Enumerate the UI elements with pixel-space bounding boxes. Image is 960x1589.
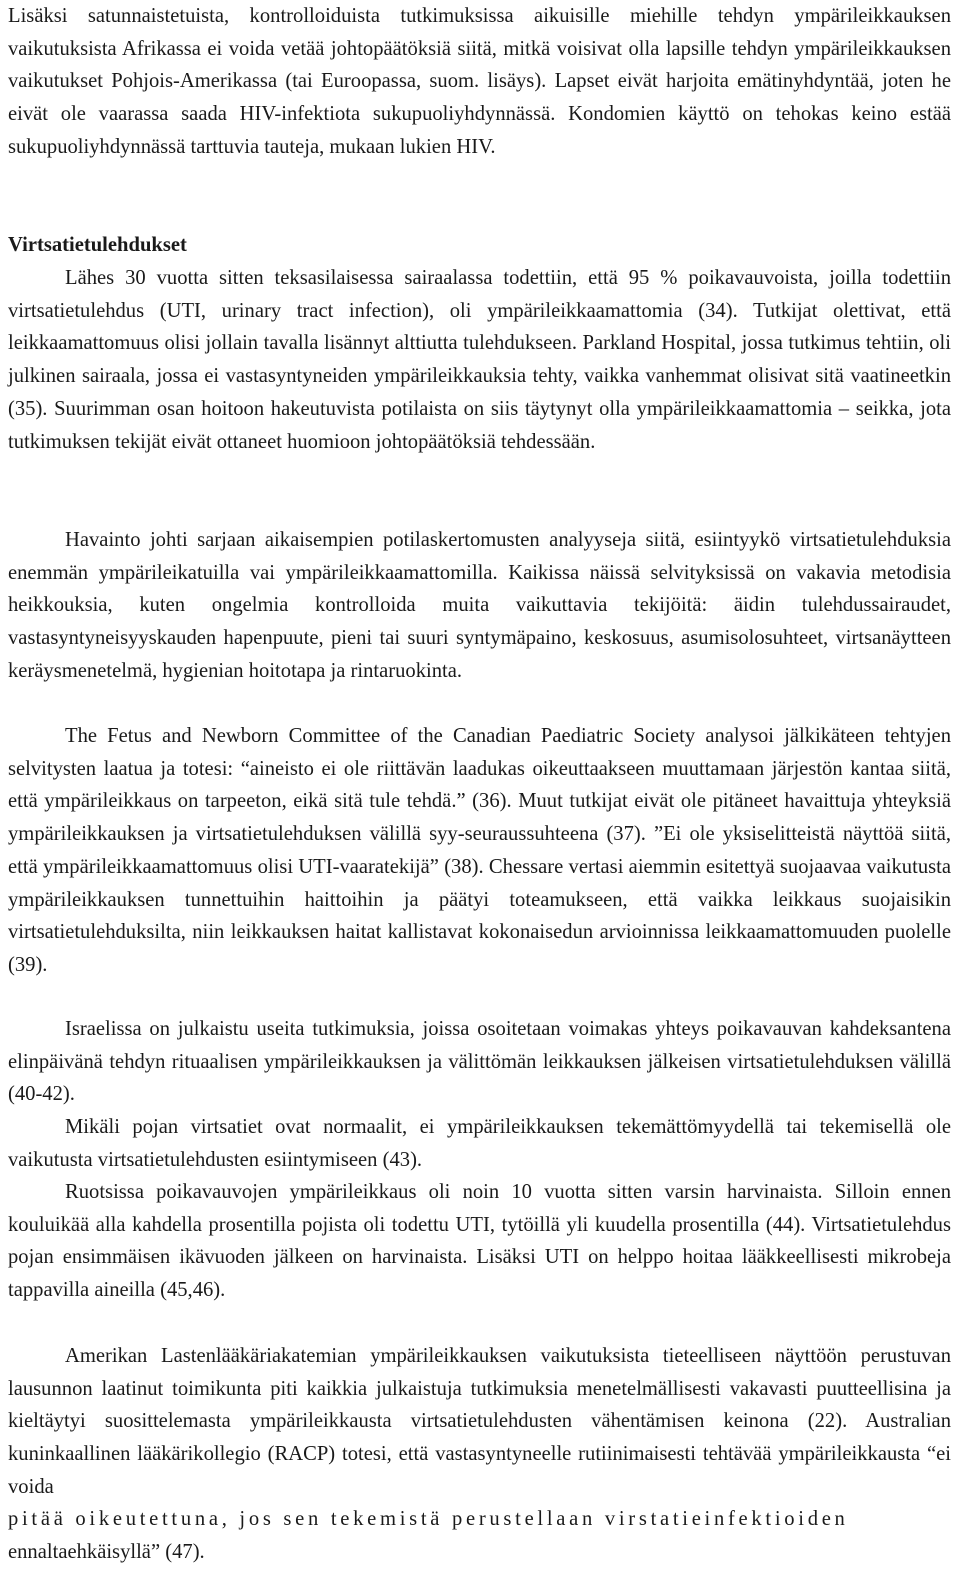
paragraph-sweden: Ruotsissa poikavauvojen ympärileikkaus oli noin 10 vuotta sitten varsin harvinaista. Silloin ennen kouluikää alla kahdella prosentilla pojista oli todettu UTI, tytöillä yli kuudella prosentilla (44). Virtsatietulehdus pojan ensimmäisen ikävuoden jälkeen on harvinaista. Lisäksi UTI on helppo hoitaa lääkkeellisesti mikrobeja tappavilla aineilla (45,46).: [8, 1181, 951, 1302]
paragraph-analyses: Havainto johti sarjaan aikaisempien potilaskertomusten analyyseja siitä, esiintyykö virtsatietulehduksia enemmän ympärileikatuilla vai ympärileikkaamattomilla. Kaikissa näissä selvityksissä on vakavia metodisia heikkouksia, kuten ongelmia kontrolloida muita vaikuttavia tekijöitä: äidin tulehdussairaudet, vastasyntyneisyyskauden hapenpuute, pieni tai suuri syntymäpaino, keskosuus, asumisolosuhteet, virtsanäytteen keräysmenetelmä, hygienian hoitotapa ja rintaruokinta.: [8, 529, 951, 682]
spaced-line: pitää oikeutettuna, jos sen tekemistä perustellaan virstatieinfektioiden: [8, 1508, 849, 1530]
section-heading: Virtsatietulehdukset: [8, 234, 187, 256]
paragraph-cps: The Fetus and Newborn Committee of the Canadian Paediatric Society analysoi jälkikäteen tehtyjen selvitysten laatua ja totesi: “aineisto ei ole riittävän laadukas oikeuttaakseen muuttamaan järjestön kantaa siitä, että ympärileikkaus on tarpeeton, eikä sitä tule tehdä.” (36). Muut tutkijat eivät ole pitäneet havaittuja yhteyksiä ympärileikkauksen ja virtsatietulehduksen välillä syy-seuraussuhteena (37). ”Ei ole yksiselitteistä näyttöä siitä, että ympärileikkaamattomuus olisi UTI-vaaratekijä” (38). Chessare vertasi aiemmin esitettyä suojaavaa vaikutusta ympärileikkauksen tunnettuihin haittoihin ja päätyi toteamukseen, että vaikka leikkaus suojaisikin virtsatietulehduksilta, niin leikkauksen haitat kallistavat kokonaisedun arvioinnissa leikkaamattomuuden puolelle (39).: [8, 725, 951, 976]
paragraph-aap-racp: Amerikan Lastenlääkäriakatemian ympärileikkauksen vaikutuksista tieteelliseen näyttöön perustuvan lausunnon laatinut toimikunta piti kaikkia julkaistuja tutkimuksia menetelmällisesti vakavasti puutteellisina ja kieltäytyi suosittelemasta ympärileikkausta virtsatietulehdusten vähentämisen keinona (22). Australian kuninkaallinen lääkärikollegio (RACP) totesi, että vastasyntyneelle rutiinimaisesti tehtävää ympärileikkausta “ei voida: [8, 1345, 951, 1498]
paragraph-uti-study: Lähes 30 vuotta sitten teksasilaisessa sairaalassa todettiin, että 95 % poikavauvoista, joilla todettiin virtsatietulehdus (UTI, urinary tract infection), oli ympärileikkaamattomia (34). Tutkijat olettivat, että leikkaamattomuus olisi jollain tavalla lisännyt alttiutta tulehdukseen. Parkland Hospital, jossa tutkimus tehtiin, oli julkinen sairaala, jossa ei vastasyntyneiden ympärileikkauksia tehty, vaikka vanhemmat olisivat sitä vaatineetkin (35). Suurimman osan hoitoon hakeutuvista potilaista on siis täytynyt olla ympärileikkaamattomia – seikka, jota tutkimuksen tekijät eivät ottaneet huomioon johtopäätöksiä tehdessään.: [8, 267, 951, 453]
paragraph-israel: Israelissa on julkaistu useita tutkimuksia, joissa osoitetaan voimakas yhteys poikavauvan kahdeksantena elinpäivänä tehdyn rituaalisen ympärileikkauksen ja välittömän leikkauksen jälkeisen virtsatietulehduksen välillä (40-42).: [8, 1018, 951, 1106]
paragraph-normal-tracts: Mikäli pojan virtsatiet ovat normaalit, ei ympärileikkauksen tekemättömyydellä tai tekemisellä ole vaikutusta virtsatietulehdusten esiintymiseen (43).: [8, 1116, 951, 1171]
intro-paragraph: Lisäksi satunnaistetuista, kontrolloiduista tutkimuksissa aikuisille miehille tehdyn ympärileikkauksen vaikutuksista Afrikassa ei voida vetää johtopäätöksiä siitä, mitkä voisivat olla lapsille tehdyn ympärileikkauksen vaikutukset Pohjois-Amerikassa (tai Euroopassa, suom. lisäys). Lapset eivät harjoita emätinyhdyntää, joten he eivät ole vaarassa saada HIV-infektiota sukupuoliyhdynnässä. Kondomien käyttö on tehokas keino estää sukupuoliyhdynnässä tarttuvia tauteja, mukaan lukien HIV.: [8, 5, 951, 158]
closing-line: ennaltaehkäisyllä” (47).: [8, 1541, 205, 1563]
